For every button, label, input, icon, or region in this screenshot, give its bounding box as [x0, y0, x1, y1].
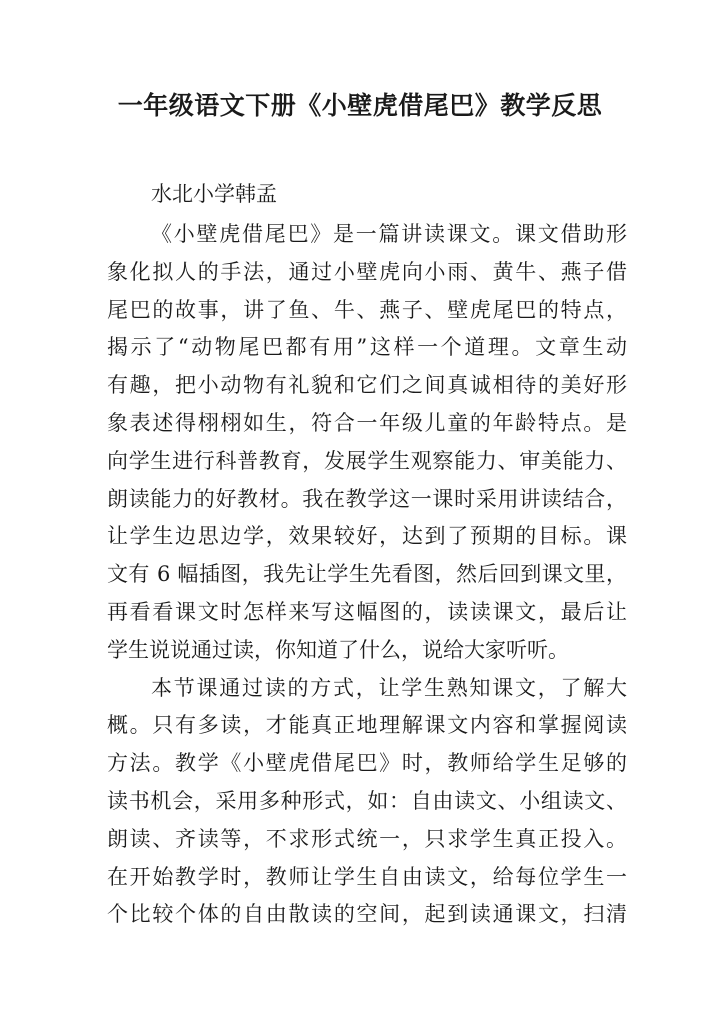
document-title: 一年级语文下册《小壁虎借尾巴》教学反思: [117, 91, 603, 120]
text-line: 向学生进行科普教育，发展学生观察能力、审美能力、: [107, 448, 627, 473]
text-line: 有趣，把小动物有礼貌和它们之间真诚相待的美好形: [107, 373, 627, 398]
text-line: 象表述得栩栩如生，符合一年级儿童的年龄特点。是: [107, 410, 627, 435]
text-line: 在开始教学时，教师让学生自由读文，给每位学生一: [107, 864, 627, 889]
text-line: 再看看课文时怎样来写这幅图的，读读课文，最后让: [107, 599, 627, 624]
text-line: 朗读能力的好教材。我在教学这一课时采用讲读结合，: [107, 486, 627, 511]
text-line: 个比较个体的自由散读的空间，起到读通课文，扫清: [107, 902, 627, 927]
text-line: 读书机会，采用多种形式，如：自由读文、小组读文、: [107, 788, 627, 813]
text-line: 本节课通过读的方式，让学生熟知课文，了解大: [151, 675, 627, 700]
paragraph-2: [107, 670, 627, 935]
text-line: 文有 6 幅插图，我先让学生先看图，然后回到课文里，: [107, 562, 627, 587]
text-line: 《小壁虎借尾巴》是一篇讲读课文。课文借助形: [151, 222, 627, 246]
document-body: [107, 216, 627, 934]
text-line: 朗读、齐读等，不求形式统一，只求学生真正投入。: [107, 826, 627, 851]
paragraph-1: [107, 216, 627, 670]
text-line: 象化拟人的手法，通过小壁虎向小雨、黄牛、燕子借: [107, 259, 627, 284]
text-line: 让学生边思边学，效果较好，达到了预期的目标。课: [107, 524, 627, 549]
text-line: 方法。教学《小壁虎借尾巴》时，教师给学生足够的: [107, 751, 627, 776]
text-line: 学生说说通过读，你知道了什么，说给大家听听。: [107, 637, 569, 662]
author-line: 水北小学韩孟: [151, 182, 277, 206]
text-line: 概。只有多读，才能真正地理解课文内容和掌握阅读: [107, 713, 627, 738]
text-line: 揭示了“动物尾巴都有用”这样一个道理。文章生动: [107, 335, 627, 360]
text-line: 尾巴的故事，讲了鱼、牛、燕子、壁虎尾巴的特点，: [107, 297, 627, 322]
